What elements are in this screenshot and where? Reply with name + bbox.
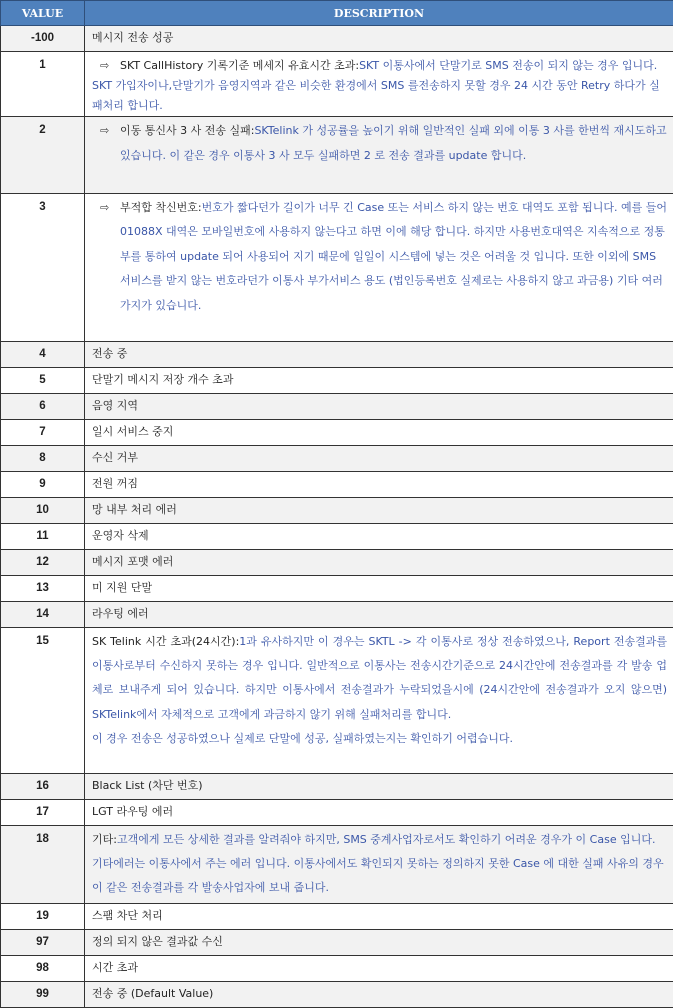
code-value: 2 xyxy=(1,117,85,194)
table-row xyxy=(1,117,673,194)
code-value: 4 xyxy=(1,342,85,368)
code-value: 19 xyxy=(1,904,85,930)
code-note: 이 경우 전송은 성공하였으나 실제로 단말에 성공, 실패하였는지는 확인하기 어렵습니다. xyxy=(92,732,513,745)
code-detail: SKTelink 가 성공률을 높이기 위해 일반적인 실패 외에 이통 3 사를 한번씩 재시도하고 있습니다. 이 같은 경우 이통사 3 사 모두 실패하면 2 로 전송 결과를 update 합니다. xyxy=(120,124,667,162)
code-value: 5 xyxy=(1,368,85,394)
code-value: 3 xyxy=(1,194,85,342)
table-row xyxy=(1,420,673,446)
arrow-right-icon: ⇨ xyxy=(92,119,120,144)
code-value: 16 xyxy=(1,774,85,800)
table-row xyxy=(1,368,673,394)
arrow-right-icon: ⇨ xyxy=(92,196,120,220)
table-row xyxy=(1,472,673,498)
code-detail: 고객에게 모든 상세한 결과를 알려줘야 하지만, SMS 중계사업자로서도 확인하기 어려운 경우가 이 Case 입니다. 기타에러는 이통사에서 주는 에러 입니다. 이통사에서도 확인되지 못하는 정의하지 못한 Case 에 대한 실패 사유의 경우 이 같은 전송결과를 각 발송사업자에 보내 줍니다. xyxy=(92,833,664,894)
code-description xyxy=(85,826,673,904)
code-label: 부적합 착신번호: xyxy=(120,201,202,214)
code-description xyxy=(85,194,673,342)
table-row xyxy=(1,194,673,342)
code-value: 7 xyxy=(1,420,85,446)
code-description: 전송 중 xyxy=(85,342,673,368)
table-row xyxy=(1,930,673,956)
table-row xyxy=(1,982,673,1008)
table-row xyxy=(1,602,673,628)
table-row xyxy=(1,524,673,550)
code-description: 메시지 전송 성공 xyxy=(85,26,673,52)
code-description: 메시지 포맷 에러 xyxy=(85,550,673,576)
code-label: SKT CallHistory 기록기준 메세지 유효시간 초과: xyxy=(120,59,359,72)
code-value: 11 xyxy=(1,524,85,550)
code-detail: 1과 유사하지만 이 경우는 SKTL -> 각 이통사로 정상 전송하였으나, Report 전송결과를 이통사로부터 수신하지 못하는 경우 입니다. 일반적으로 이통사는 전송시간기준으로 24시간안에 전송결과를 각 발송 업체로 보내주게 되어 있습니다. 하지만 이통사에서 전송결과가 누락되었을시에 (24시간안에 전송결과가 오지 않으면) SKTelink에서 자체적으로 고객에게 과금하지 않기 위해 실패처리를 합니다. xyxy=(92,635,667,721)
code-description: 단말기 메시지 저장 개수 초과 xyxy=(85,368,673,394)
code-description xyxy=(85,117,673,194)
table-row xyxy=(1,576,673,602)
code-label: 이동 통신사 3 사 전송 실패: xyxy=(120,124,254,137)
table-row xyxy=(1,498,673,524)
code-detail: 번호가 짧다던가 길이가 너무 긴 Case 또는 서비스 하지 않는 번호 대역도 포함 됩니다. 예를 들어 01088X 대역은 모바일번호에 사용하지 않는다고 하면 이에 해당 합니다. 하지만 사용번호대역은 지속적으로 정통부를 통하여 update 되어 사용되어 지기 때문에 일일이 시스템에 넣는 것은 어려울 것 입니다. 또한 이외에 SMS 서비스를 받지 않는 번호라던가 이통사 부가서비스 용도 (법인등록번호 실제로는 사용하지 않고 과금용) 기타 여러 가지가 있습니다. xyxy=(120,201,667,312)
code-value: 99 xyxy=(1,982,85,1008)
code-description: 스팸 차단 처리 xyxy=(85,904,673,930)
code-label: SK Telink 시간 초과(24시간): xyxy=(92,635,239,648)
table-header-row xyxy=(1,1,673,26)
code-detail: SKT 이통사에서 단말기로 SMS 전송이 되지 않는 경우 입니다. SKT 가입자이나,단말기가 음영지역과 같은 비슷한 환경에서 SMS 를전송하지 못할 경우 24 시간 동안 Retry 하다가 실패처리 합니다. xyxy=(92,59,660,112)
table-row xyxy=(1,446,673,472)
code-value: 12 xyxy=(1,550,85,576)
code-value: 6 xyxy=(1,394,85,420)
table-row xyxy=(1,628,673,774)
table-row xyxy=(1,52,673,117)
code-description: 운영자 삭제 xyxy=(85,524,673,550)
table-row xyxy=(1,26,673,52)
code-description: 미 지원 단말 xyxy=(85,576,673,602)
code-value: 18 xyxy=(1,826,85,904)
table-row xyxy=(1,956,673,982)
description-column-header: DESCRIPTION xyxy=(85,1,673,26)
code-value: 98 xyxy=(1,956,85,982)
code-description: 수신 거부 xyxy=(85,446,673,472)
code-description xyxy=(85,52,673,117)
code-description: LGT 라우팅 에러 xyxy=(85,800,673,826)
code-value: 15 xyxy=(1,628,85,774)
table-row xyxy=(1,774,673,800)
code-value: 9 xyxy=(1,472,85,498)
code-description: 망 내부 처리 에러 xyxy=(85,498,673,524)
table-row xyxy=(1,826,673,904)
code-description: 라우팅 에러 xyxy=(85,602,673,628)
code-value: 97 xyxy=(1,930,85,956)
code-value: 17 xyxy=(1,800,85,826)
code-description: 시간 초과 xyxy=(85,956,673,982)
arrow-right-icon: ⇨ xyxy=(92,56,120,76)
code-description: 일시 서비스 중지 xyxy=(85,420,673,446)
table-row xyxy=(1,394,673,420)
table-row xyxy=(1,550,673,576)
code-value: 13 xyxy=(1,576,85,602)
code-description: 정의 되지 않은 결과값 수신 xyxy=(85,930,673,956)
code-description xyxy=(85,628,673,774)
table-row xyxy=(1,342,673,368)
code-description: 음영 지역 xyxy=(85,394,673,420)
code-description: Black List (차단 번호) xyxy=(85,774,673,800)
table-row xyxy=(1,800,673,826)
code-value: 1 xyxy=(1,52,85,117)
code-value: 8 xyxy=(1,446,85,472)
table-row xyxy=(1,904,673,930)
code-value: 10 xyxy=(1,498,85,524)
code-description: 전원 꺼짐 xyxy=(85,472,673,498)
code-value: -100 xyxy=(1,26,85,52)
code-label: 기타: xyxy=(92,833,117,846)
code-value: 14 xyxy=(1,602,85,628)
value-column-header: VALUE xyxy=(1,1,85,26)
code-description: 전송 중 (Default Value) xyxy=(85,982,673,1008)
